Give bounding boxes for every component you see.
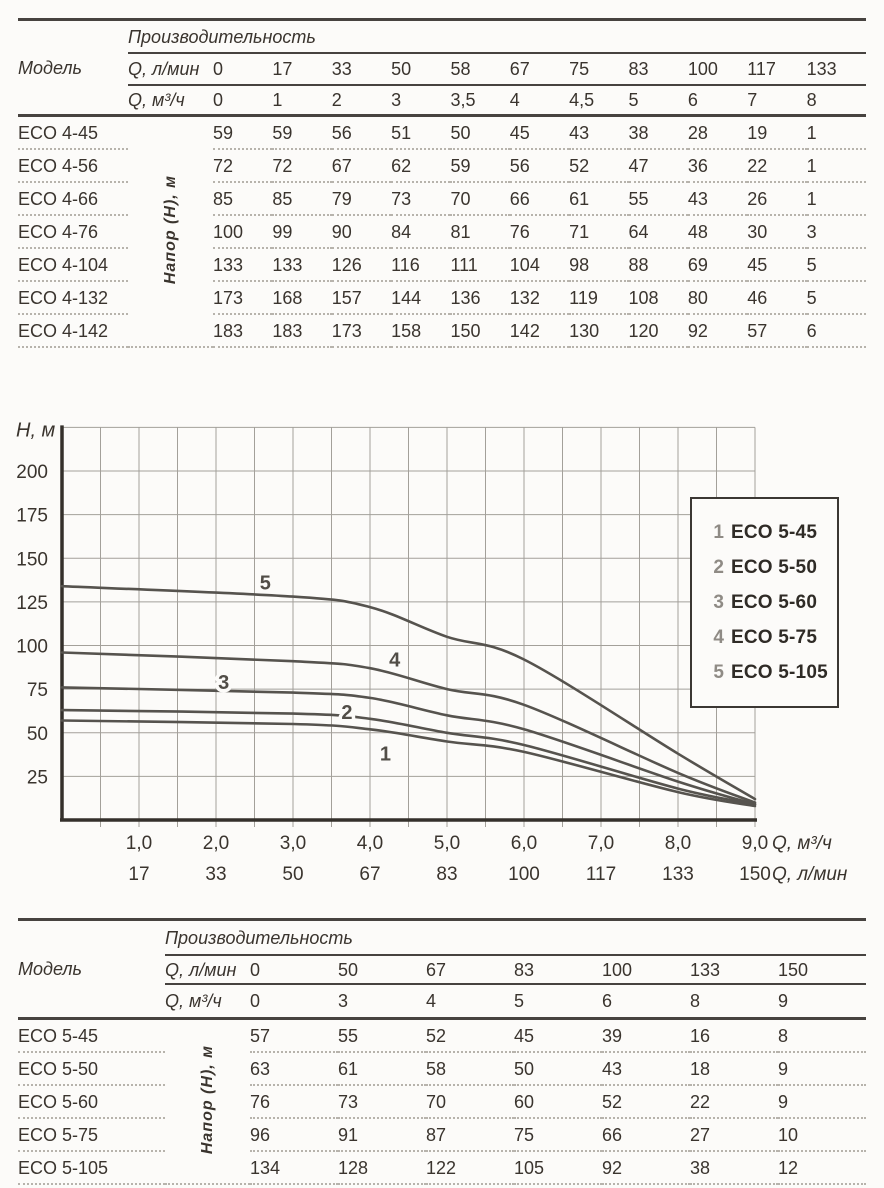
curve-number-label: 4 (389, 649, 401, 672)
flow-m3h-value: 9 (778, 984, 866, 1019)
head-value: 67 (332, 149, 391, 182)
head-value: 98 (569, 248, 628, 281)
head-value: 122 (426, 1151, 514, 1184)
head-value: 88 (629, 248, 688, 281)
head-value: 26 (747, 182, 806, 215)
flow-m3h-value: 8 (807, 85, 866, 116)
head-value: 43 (569, 116, 628, 150)
y-tick-label: 100 (16, 636, 48, 658)
head-value: 126 (332, 248, 391, 281)
head-value: 3 (807, 215, 866, 248)
model-name: ECO 4-66 (18, 182, 128, 215)
x-tick-m3h: 5,0 (433, 833, 461, 854)
model-name: ECO 4-76 (18, 215, 128, 248)
model-name: ECO 5-75 (18, 1118, 165, 1151)
head-value: 133 (213, 248, 272, 281)
x-tick-lmin: 67 (359, 864, 381, 885)
legend-item-name: ECO 5-105 (731, 661, 828, 683)
head-value: 128 (338, 1151, 426, 1184)
head-value: 120 (629, 314, 688, 347)
head-value: 61 (338, 1052, 426, 1085)
head-value: 59 (272, 116, 331, 150)
table-header-row (18, 20, 866, 54)
legend-item-number: 5 (713, 661, 724, 683)
head-value: 55 (338, 1019, 426, 1053)
legend-item-name: ECO 5-75 (731, 626, 818, 648)
head-value: 158 (391, 314, 450, 347)
head-value: 61 (569, 182, 628, 215)
flow-m3h-value: 5 (514, 984, 602, 1019)
head-value: 72 (272, 149, 331, 182)
head-value: 100 (213, 215, 272, 248)
table-row (18, 1085, 866, 1118)
head-value: 72 (213, 149, 272, 182)
y-tick-label: 125 (16, 592, 48, 614)
head-value: 30 (747, 215, 806, 248)
model-name: ECO 4-104 (18, 248, 128, 281)
head-value: 70 (426, 1085, 514, 1118)
head-value: 71 (569, 215, 628, 248)
x-tick-m3h: 1,0 (125, 833, 153, 854)
head-value: 8 (778, 1019, 866, 1053)
flow-m3h-value: 0 (213, 85, 272, 116)
legend-item (709, 655, 837, 690)
x-axis-unit-m3h: Q, м³/ч (772, 833, 832, 854)
x-tick-lmin: 133 (662, 864, 694, 885)
x-tick-m3h: 4,0 (356, 833, 384, 854)
flow-m3h-header-row (18, 85, 866, 116)
flow-m3h-value: 2 (332, 85, 391, 116)
flow-lmin-value: 67 (510, 53, 569, 85)
head-value: 119 (569, 281, 628, 314)
flow-lmin-value: 50 (391, 53, 450, 85)
flow-m3h-value: 8 (690, 984, 778, 1019)
flow-lmin-value: 67 (426, 955, 514, 984)
x-tick-lmin: 50 (282, 864, 304, 885)
flow-lmin-value: 100 (602, 955, 690, 984)
x-tick-lmin: 100 (508, 864, 540, 885)
head-value: 10 (778, 1118, 866, 1151)
x-tick-lmin: 33 (205, 864, 227, 885)
y-tick-label: 75 (26, 680, 48, 702)
head-value: 52 (426, 1019, 514, 1053)
flow-m3h-value: 1 (272, 85, 331, 116)
curve-number-label: 2 (341, 701, 353, 724)
y-tick-label: 150 (16, 549, 48, 571)
legend-item-number: 1 (713, 521, 724, 543)
x-tick-lmin: 117 (585, 864, 617, 885)
head-value: 73 (391, 182, 450, 215)
legend-item-name: ECO 5-45 (731, 521, 818, 543)
curve-number-label: 1 (379, 743, 391, 766)
x-tick-m3h: 6,0 (510, 833, 538, 854)
head-value: 1 (807, 182, 866, 215)
head-value: 73 (338, 1085, 426, 1118)
flow-lmin-value: 100 (688, 53, 747, 85)
head-value: 173 (332, 314, 391, 347)
head-value: 173 (213, 281, 272, 314)
x-tick-lmin: 17 (128, 864, 150, 885)
head-value: 90 (332, 215, 391, 248)
head-value: 66 (510, 182, 569, 215)
flow-m3h-value: 7 (747, 85, 806, 116)
head-value: 6 (807, 314, 866, 347)
flow-m3h-value: 3,5 (450, 85, 509, 116)
flow-m3h-value: 3 (391, 85, 450, 116)
head-value: 50 (450, 116, 509, 150)
head-value: 16 (690, 1019, 778, 1053)
flow-m3h-value: 4 (426, 984, 514, 1019)
head-value: 75 (514, 1118, 602, 1151)
flow-m3h-value: 4,5 (569, 85, 628, 116)
flow-lmin-value: 117 (747, 53, 806, 85)
head-value: 108 (629, 281, 688, 314)
flow-lmin-value: 133 (807, 53, 866, 85)
head-value: 142 (510, 314, 569, 347)
head-value: 116 (391, 248, 450, 281)
head-value: 134 (250, 1151, 338, 1184)
head-value: 92 (602, 1151, 690, 1184)
model-name: ECO 4-45 (18, 116, 128, 150)
head-value: 136 (450, 281, 509, 314)
head-axis-rotated-label: Напор (Н), м (128, 116, 213, 348)
head-value: 76 (510, 215, 569, 248)
model-name: ECO 5-60 (18, 1085, 165, 1118)
head-value: 5 (807, 248, 866, 281)
flow-lmin-value: 83 (629, 53, 688, 85)
x-tick-lmin: 83 (436, 864, 458, 885)
legend-item-name: ECO 5-60 (731, 591, 818, 613)
legend-item-number: 2 (713, 556, 724, 578)
head-value: 51 (391, 116, 450, 150)
flow-lmin-value: 33 (332, 53, 391, 85)
flow-m3h-label: Q, м³/ч (165, 984, 250, 1019)
head-value: 85 (272, 182, 331, 215)
head-value: 111 (450, 248, 509, 281)
head-value: 183 (272, 314, 331, 347)
y-tick-label: 50 (26, 723, 48, 745)
eco4-spec-table (18, 18, 866, 348)
head-value: 57 (747, 314, 806, 347)
head-value: 66 (602, 1118, 690, 1151)
head-value: 1 (807, 149, 866, 182)
head-value: 45 (747, 248, 806, 281)
head-value: 105 (514, 1151, 602, 1184)
head-value: 76 (250, 1085, 338, 1118)
y-tick-label: 200 (16, 462, 48, 483)
head-value: 46 (747, 281, 806, 314)
model-name: ECO 5-50 (18, 1052, 165, 1085)
head-value: 64 (629, 215, 688, 248)
flow-lmin-label: Q, л/мин (165, 955, 250, 984)
head-value: 36 (688, 149, 747, 182)
head-value: 38 (629, 116, 688, 150)
capacity-group-header: Производительность (128, 20, 866, 54)
table-row (18, 1019, 866, 1053)
head-value: 57 (250, 1019, 338, 1053)
head-value: 183 (213, 314, 272, 347)
capacity-group-header: Производительность (165, 920, 866, 956)
legend (690, 497, 839, 708)
table-row (18, 1151, 866, 1184)
head-value: 45 (510, 116, 569, 150)
head-value: 81 (450, 215, 509, 248)
model-name: ECO 5-105 (18, 1151, 165, 1184)
flow-m3h-label: Q, м³/ч (128, 85, 213, 116)
model-name: ECO 4-142 (18, 314, 128, 347)
legend-item-number: 3 (713, 591, 724, 613)
head-value: 43 (602, 1052, 690, 1085)
flow-lmin-value: 75 (569, 53, 628, 85)
flow-lmin-value: 0 (213, 53, 272, 85)
head-value: 12 (778, 1151, 866, 1184)
flow-lmin-value: 150 (778, 955, 866, 984)
head-value: 52 (569, 149, 628, 182)
head-value: 22 (690, 1085, 778, 1118)
head-value: 84 (391, 215, 450, 248)
head-value: 5 (807, 281, 866, 314)
head-value: 45 (514, 1019, 602, 1053)
flow-lmin-value: 58 (450, 53, 509, 85)
curve-number-label: 5 (259, 572, 271, 595)
head-value: 79 (332, 182, 391, 215)
head-value: 62 (391, 149, 450, 182)
head-value: 48 (688, 215, 747, 248)
x-axis-unit-lmin: Q, л/мин (772, 864, 848, 885)
model-name: ECO 5-45 (18, 1019, 165, 1053)
head-value: 58 (426, 1052, 514, 1085)
flow-m3h-value: 0 (250, 984, 338, 1019)
head-value: 99 (272, 215, 331, 248)
head-value: 52 (602, 1085, 690, 1118)
head-value: 130 (569, 314, 628, 347)
head-value: 38 (690, 1151, 778, 1184)
head-value: 104 (510, 248, 569, 281)
flow-m3h-value: 6 (602, 984, 690, 1019)
legend-item (709, 515, 837, 550)
model-column-header: Модель (18, 20, 128, 116)
flow-lmin-label: Q, л/мин (128, 53, 213, 85)
head-value: 60 (514, 1085, 602, 1118)
flow-lmin-value: 50 (338, 955, 426, 984)
head-value: 56 (510, 149, 569, 182)
head-value: 9 (778, 1052, 866, 1085)
head-value: 150 (450, 314, 509, 347)
head-value: 22 (747, 149, 806, 182)
x-tick-lmin: 150 (739, 864, 771, 885)
x-tick-m3h: 8,0 (664, 833, 692, 854)
model-name: ECO 4-132 (18, 281, 128, 314)
table-row (18, 1118, 866, 1151)
head-value: 132 (510, 281, 569, 314)
flow-lmin-header-row (18, 53, 866, 85)
head-value: 144 (391, 281, 450, 314)
head-value: 50 (514, 1052, 602, 1085)
head-value: 91 (338, 1118, 426, 1151)
head-value: 39 (602, 1019, 690, 1053)
legend-item-name: ECO 5-50 (731, 556, 818, 578)
head-value: 63 (250, 1052, 338, 1085)
head-value: 69 (688, 248, 747, 281)
x-tick-m3h: 3,0 (279, 833, 307, 854)
head-value: 96 (250, 1118, 338, 1151)
model-name: ECO 4-56 (18, 149, 128, 182)
head-value: 27 (690, 1118, 778, 1151)
legend-item (709, 585, 837, 620)
x-tick-m3h: 2,0 (202, 833, 230, 854)
head-value: 157 (332, 281, 391, 314)
y-tick-label: 175 (16, 505, 48, 527)
head-value: 92 (688, 314, 747, 347)
head-value: 55 (629, 182, 688, 215)
head-value: 1 (807, 116, 866, 150)
model-column-header: Модель (18, 920, 165, 1019)
legend-item-number: 4 (713, 626, 724, 648)
head-value: 133 (272, 248, 331, 281)
head-axis-rotated-label: Напор (Н), м (165, 1019, 250, 1185)
y-tick-label: 25 (26, 767, 48, 789)
legend-item (709, 550, 837, 585)
head-value: 168 (272, 281, 331, 314)
flow-m3h-value: 5 (629, 85, 688, 116)
head-value: 59 (450, 149, 509, 182)
head-value: 80 (688, 281, 747, 314)
x-tick-m3h: 9,0 (741, 833, 769, 854)
head-value: 28 (688, 116, 747, 150)
y-axis-label: H, м (16, 419, 56, 442)
head-value: 18 (690, 1052, 778, 1085)
flow-m3h-value: 6 (688, 85, 747, 116)
table-header-row (18, 920, 866, 956)
head-value: 87 (426, 1118, 514, 1151)
head-value: 59 (213, 116, 272, 150)
curve-number-label: 3 (218, 672, 230, 695)
flow-lmin-value: 83 (514, 955, 602, 984)
head-value: 19 (747, 116, 806, 150)
flow-lmin-value: 133 (690, 955, 778, 984)
legend-item (709, 620, 837, 655)
flow-m3h-value: 4 (510, 85, 569, 116)
flow-lmin-value: 17 (272, 53, 331, 85)
x-tick-m3h: 7,0 (587, 833, 615, 854)
eco5-spec-table (18, 918, 866, 1185)
head-value: 70 (450, 182, 509, 215)
head-value: 85 (213, 182, 272, 215)
table-row (18, 116, 866, 150)
head-value: 9 (778, 1085, 866, 1118)
flow-m3h-value: 3 (338, 984, 426, 1019)
head-value: 56 (332, 116, 391, 150)
flow-lmin-value: 0 (250, 955, 338, 984)
head-value: 43 (688, 182, 747, 215)
head-value: 47 (629, 149, 688, 182)
table-row (18, 1052, 866, 1085)
